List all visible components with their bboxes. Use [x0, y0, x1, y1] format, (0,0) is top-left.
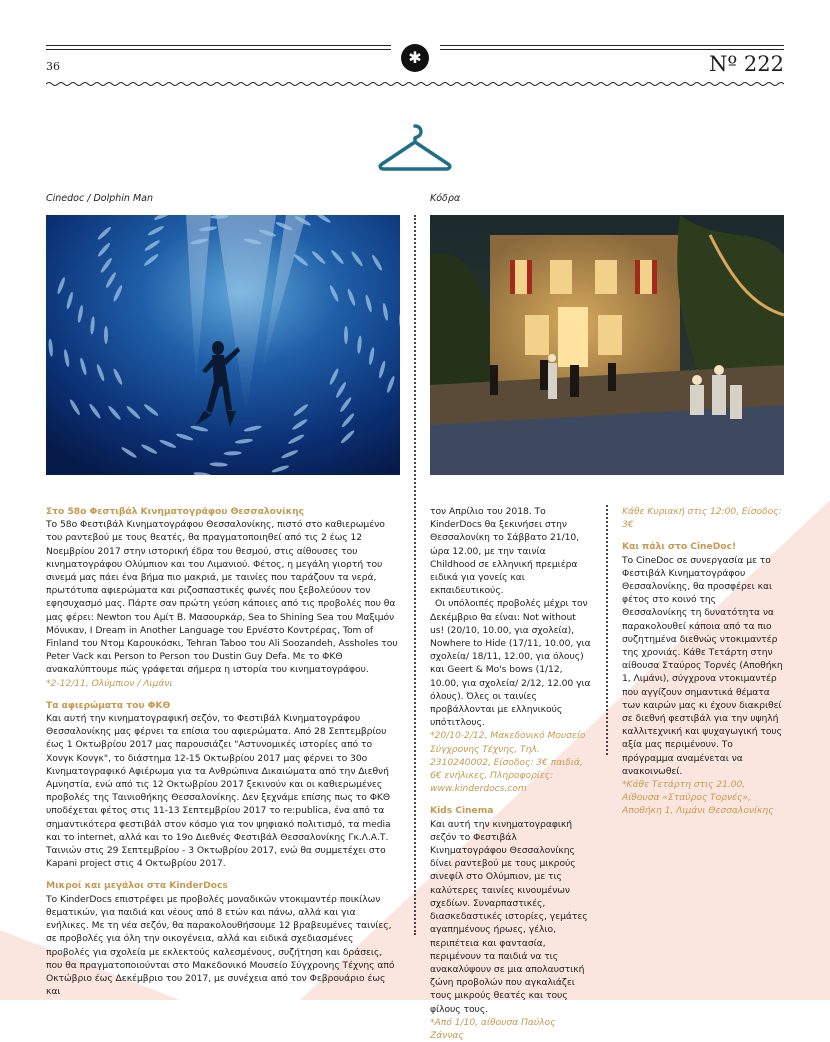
paragraph-kids-cinema: Και αυτή την κινηματογραφική σεζόν το Φεστιβάλ Κινηματογράφου Θεσσαλονίκης δίνει ραντεβού με τους μικρούς σινεφίλ στο Ολύμπιον, με τις καλύτερες ταινίες κινουμένων σχεδίων. Συναρπαστικές, διασκεδαστικές ιστορίες, γεμάτες αγαπημένους ήρωες, γέλιο, περιπέτεια και φαντασία, περιμένουν τα παιδιά να τις ανακαλύψουν σε μια απολαυστική ζώνη προβολών που αγκαλιάζει τους μικρούς θεατές και τους φίλους τους. — [430, 818, 588, 1015]
wavy-divider — [46, 80, 784, 88]
issue-number: Nº 222 — [708, 52, 784, 76]
photo-caption-right: Κόδρα — [430, 193, 461, 204]
heading-kinderdocs: Μικροί και μεγάλοι στα KinderDocs — [46, 880, 228, 892]
page-number: 36 — [46, 60, 60, 73]
heading-tributes: Τα αφιερώματα του ΦΚΘ — [46, 699, 171, 711]
photo-underwater-diver — [46, 215, 400, 475]
heading-cinedoc: Και πάλι στο CineDoc! — [622, 541, 737, 553]
photo-caption-left: Cinedoc / Dolphin Man — [46, 193, 153, 204]
column-1 — [46, 505, 399, 998]
column-divider-1 — [414, 215, 416, 935]
paragraph-kinderdocs-screenings: Οι υπόλοιπές προβολές μέχρι τον Δεκέμβριο θα είναι: Not without us! (20/10, 10.00, για σχολεία), Nowhere to Hide (17/11, 10.00, για σχολεία/ 18/11, 12.00, για όλους) και Geert & Mo's bows (1/12, 10.00, για σχολεία/ 2/12, 12.00 για όλους). Όλες οι ταινίες προβάλλονται με ελληνικούς υπότιτλους. — [430, 598, 591, 729]
asterisk-icon: ✱ — [401, 44, 429, 72]
header-rule-right-1 — [440, 45, 784, 46]
column-divider-2 — [606, 505, 608, 755]
photo-kodra-courtyard — [430, 215, 784, 475]
paragraph-festival-58: Το 58ο Φεστιβάλ Κινηματογράφου Θεσσαλονίκης, πιστό στο καθιερωμένο του ραντεβού με τους θεατές, θα πραγματοποιηθεί από τις 2 έως 12 Νοεμβρίου 2017 στην ιστορική έδρα του θεσμού, στις αίθουσες του κινηματογράφου Ολύμπιον και του Λιμανιού. Φέτος, η μεγάλη γιορτή του σινεμά μας πάει ένα βήμα πιο μακριά, με ταινίες που ταράζουν τα νερά, πρωτότυπα αφιερώματα και ριζοσπαστικές φωνές που ξεβολεύουν τον εφησυχασμό μας. Πάρτε σαν πρώτη γεύση κάποιες από τις προβολές που θα μας φέρει: Newton του Αμίτ Β. Μασουρκάρ, Sea to Shining Sea του Μαξιμόν Μόνικαν, I Dream in Another Language του Ερνέστο Κοντρέρας, Tom of Finland του Ντομ Καρουκόσκι, Tehran Taboo του Ali Soozandeh, Assholes του Peter Vack και Person to Person του Dustin Guy Defa. Με το ΦΚΘ ανακαλύπτουμε πώς γράφεται σήμερα η ιστορία του κινηματογράφου. — [46, 519, 398, 676]
paragraph-kinderdocs: Το KinderDocs επιστρέφει με προβολές μοναδικών ντοκιμαντέρ ποικίλων θεματικών, για παιδιά και νέους από 8 ετών και πάνω, αλλά και για ενήλικες. Με τη νέα σεζόν, θα παρακολουθήσουμε 12 βραβευμένες ταινίες, σε προβολές για όλη την οικογένεια, αλλά και ειδικά σχεδιασμένες προβολές για σχολεία με εκλεκτούς καλεσμένους, συζήτηση και δράσεις, που θα πραγματοποιούνται στο Μακεδονικό Μουσείο Σύγχρονης Τέχνης από Οκτώβριο έως Δεκέμβριο του 2017, με συνέχεια από τον Φεβρουάριο έως και — [46, 893, 395, 998]
paragraph-tributes: Και αυτή την κινηματογραφική σεζόν, το Φεστιβάλ Κινηματογράφου Θεσσαλονίκης μας φέρνει τα επίσια του αφιερώματα. Από 28 Σεπτεμβρίου έως 1 Οκτωβρίου 2017 μας παρουσιάζει "Αστυνομικές ιστορίες από το Χονγκ Κονγκ", το διάστημα 12-15 Οκτωβρίου 2017 μας φέρνει το 30ο Κινηματογραφικό Αφιέρωμα για τα Ανθρώπινα Δικαιώματα από την Διεθνή Αμνηστία, ενώ από τις 12 Οκτωβρίου 2017 ξεκινούν και οι καθιερωμένες προβολές της Ταινιοθήκης Θεσσαλονίκης. Δεν ξεχνάμε επίσης πως το ΦΚΘ υποδέχεται φέτος στις 11-13 Σεπτεμβρίου 2017 το re:publica, ένα από τα σημαντικότερα φεστιβάλ στον κόσμο για τον ψηφιακό πολιτισμό, τα media και το internet, αλλά και το 19ο Διεθνές Φεστιβάλ Θεσσαλονίκης Γκ.Λ.Α.Τ. Ταινιών στις 29 Σεπτεμβρίου - 3 Οκτωβρίου 2017, ενώ θα συμμετέχει στο Kapani project στις 4 Οκτωβρίου 2017. — [46, 713, 391, 870]
info-kinderdocs: *20/10-2/12, Μακεδονικό Μουσείο Σύγχρονης Τέχνης, Τηλ. 2310240002, Είσοδος: 3€ παιδιά, 6€ ενήλικες, Πληροφορίες: www.kinderdocs.com — [430, 730, 586, 795]
hanger-icon — [378, 124, 452, 172]
info-festival-58: *2-12/11, Ολύμπιον / Λιμάνι — [46, 677, 173, 689]
info-cinedoc: *Κάθε Τετάρτη στις 21.00, Αίθουσα «Σταύρος Τορνές», Αποθήκη 1, Λιμάνι Θεσσαλονίκης — [622, 779, 774, 817]
header-rule-left-2 — [46, 49, 391, 50]
column-3 — [622, 505, 784, 818]
header-rule-right-2 — [440, 49, 784, 50]
column-2 — [430, 505, 592, 1042]
heading-festival-58: Στο 58ο Φεστιβάλ Κινηματογράφου Θεσσαλονίκης — [46, 506, 304, 517]
info-kids-cinema: *Από 1/10, αίθουσα Παύλος Ζάννας — [430, 1016, 556, 1041]
info-sunday: Κάθε Κυριακή στις 12:00, Είσοδος: 3€ — [622, 506, 782, 531]
paragraph-kinderdocs-cont: τον Απρίλιο του 2018. Το KinderDocs θα ξεκινήσει στην Θεσσαλονίκη το Σάββατο 21/10, ώρα 12.00, με την ταινία Childhood σε ελληνική πρεμιέρα ειδικά για γονείς και εκπαιδευτικούς. — [430, 506, 580, 597]
heading-kids-cinema: Kids Cinema — [430, 805, 494, 817]
paragraph-cinedoc: Το CineDoc σε συνεργασία με το Φεστιβάλ Κινηματογράφου Θεσσαλονίκης, θα προσφέρει και φέτος στο κοινό της Θεσσαλονίκης τη δυνατότητα να παρακολουθεί κάποια από τα πιο συζητημένα διεθνώς ντοκιμαντέρ της χρονιάς. Κάθε Τετάρτη στην αίθουσα Σταύρος Τορνές (Αποθήκη 1, Λιμάνι), σύγχρονα ντοκιμαντέρ που αγγίζουν σημαντικά θέματα των καιρών μας κι έχουν διακριθεί σε διεθνή φεστιβάλ για την υψηλή καλλιτεχνική και ψυχαγωγική τους αξία μας περιμένουν. Το πρόγραμμα αναμένεται να ανακοινωθεί. — [622, 554, 783, 777]
header-rule-left-1 — [46, 45, 391, 46]
